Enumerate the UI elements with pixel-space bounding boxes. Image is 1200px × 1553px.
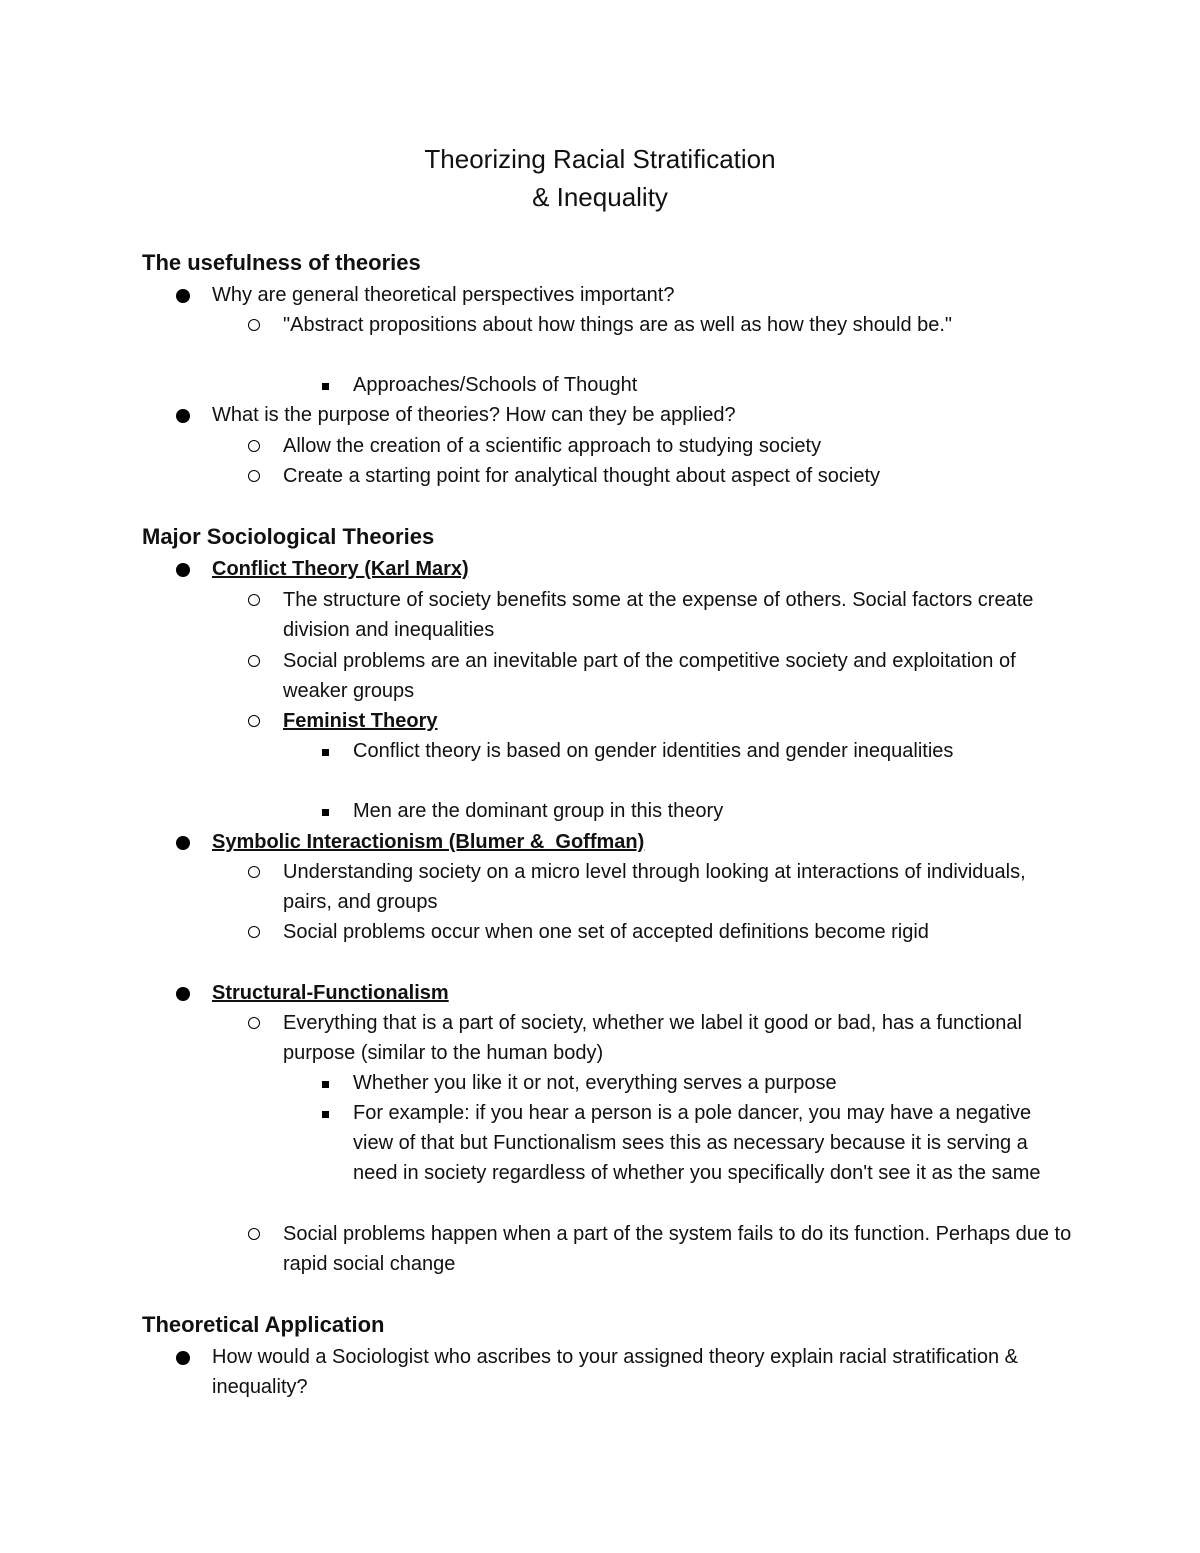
list-item: Approaches/Schools of Thought bbox=[353, 370, 1073, 400]
list-item: For example: if you hear a person is a pole dancer, you may have a negative view of that but Functionalism sees this as necessary because it is serving a need in society regardless of whether you specifically don't see it as the same bbox=[353, 1098, 1073, 1189]
hollow-bullet-icon bbox=[248, 440, 260, 452]
list-item: How would a Sociologist who ascribes to your assigned theory explain racial stratification & inequality? bbox=[212, 1342, 1072, 1402]
list-item: Men are the dominant group in this theory bbox=[353, 796, 1073, 826]
square-bullet-icon bbox=[322, 1081, 329, 1088]
hollow-bullet-icon bbox=[248, 1017, 260, 1029]
square-bullet-icon bbox=[322, 749, 329, 756]
conflict-theory-title: Conflict Theory (Karl Marx) bbox=[212, 558, 469, 580]
list-item bbox=[212, 827, 1072, 857]
list-item: Social problems happen when a part of the system fails to do its function. Perhaps due to rapid social change bbox=[283, 1219, 1073, 1279]
hollow-bullet-icon bbox=[248, 926, 260, 938]
list-item: Conflict theory is based on gender identities and gender inequalities bbox=[353, 736, 1073, 766]
filled-bullet-icon bbox=[176, 409, 190, 423]
feminist-theory-title: Feminist Theory bbox=[283, 710, 438, 732]
list-item bbox=[283, 706, 1073, 736]
list-item: What is the purpose of theories? How can they be applied? bbox=[212, 400, 1072, 430]
hollow-bullet-icon bbox=[248, 319, 260, 331]
square-bullet-icon bbox=[322, 1111, 329, 1118]
section-heading-major-theories: Major Sociological Theories bbox=[142, 524, 435, 549]
hollow-bullet-icon bbox=[248, 715, 260, 727]
hollow-bullet-icon bbox=[248, 1228, 260, 1240]
filled-bullet-icon bbox=[176, 563, 190, 577]
list-item: The structure of society benefits some at the expense of others. Social factors create division and inequalities bbox=[283, 585, 1073, 645]
title-line-1: Theorizing Racial Stratification bbox=[424, 144, 776, 174]
title-line-2: & Inequality bbox=[532, 182, 668, 212]
list-item bbox=[212, 978, 1072, 1008]
list-item: Everything that is a part of society, whether we label it good or bad, has a functional purpose (similar to the human body) bbox=[283, 1008, 1073, 1068]
square-bullet-icon bbox=[322, 809, 329, 816]
section-heading-application: Theoretical Application bbox=[142, 1312, 385, 1337]
hollow-bullet-icon bbox=[248, 594, 260, 606]
list-item: Why are general theoretical perspectives important? bbox=[212, 280, 1072, 310]
hollow-bullet-icon bbox=[248, 866, 260, 878]
filled-bullet-icon bbox=[176, 1351, 190, 1365]
hollow-bullet-icon bbox=[248, 470, 260, 482]
list-item: Allow the creation of a scientific approach to studying society bbox=[283, 431, 1073, 461]
list-item bbox=[212, 554, 1072, 584]
structural-functionalism-title: Structural-Functionalism bbox=[212, 982, 449, 1004]
filled-bullet-icon bbox=[176, 289, 190, 303]
list-item: Whether you like it or not, everything serves a purpose bbox=[353, 1068, 1073, 1098]
filled-bullet-icon bbox=[176, 987, 190, 1001]
square-bullet-icon bbox=[322, 383, 329, 390]
filled-bullet-icon bbox=[176, 836, 190, 850]
hollow-bullet-icon bbox=[248, 655, 260, 667]
list-item: Social problems are an inevitable part of the competitive society and exploitation of weaker groups bbox=[283, 646, 1073, 706]
document-title bbox=[0, 140, 1200, 216]
section-heading-usefulness: The usefulness of theories bbox=[142, 250, 421, 275]
list-item: "Abstract propositions about how things are as well as how they should be." bbox=[283, 310, 1073, 340]
list-item: Understanding society on a micro level through looking at interactions of individuals, pairs, and groups bbox=[283, 857, 1073, 917]
list-item: Social problems occur when one set of accepted definitions become rigid bbox=[283, 917, 1073, 947]
symbolic-interactionism-title: Symbolic Interactionism (Blumer & Goffman) bbox=[212, 831, 645, 853]
list-item: Create a starting point for analytical thought about aspect of society bbox=[283, 461, 1073, 491]
